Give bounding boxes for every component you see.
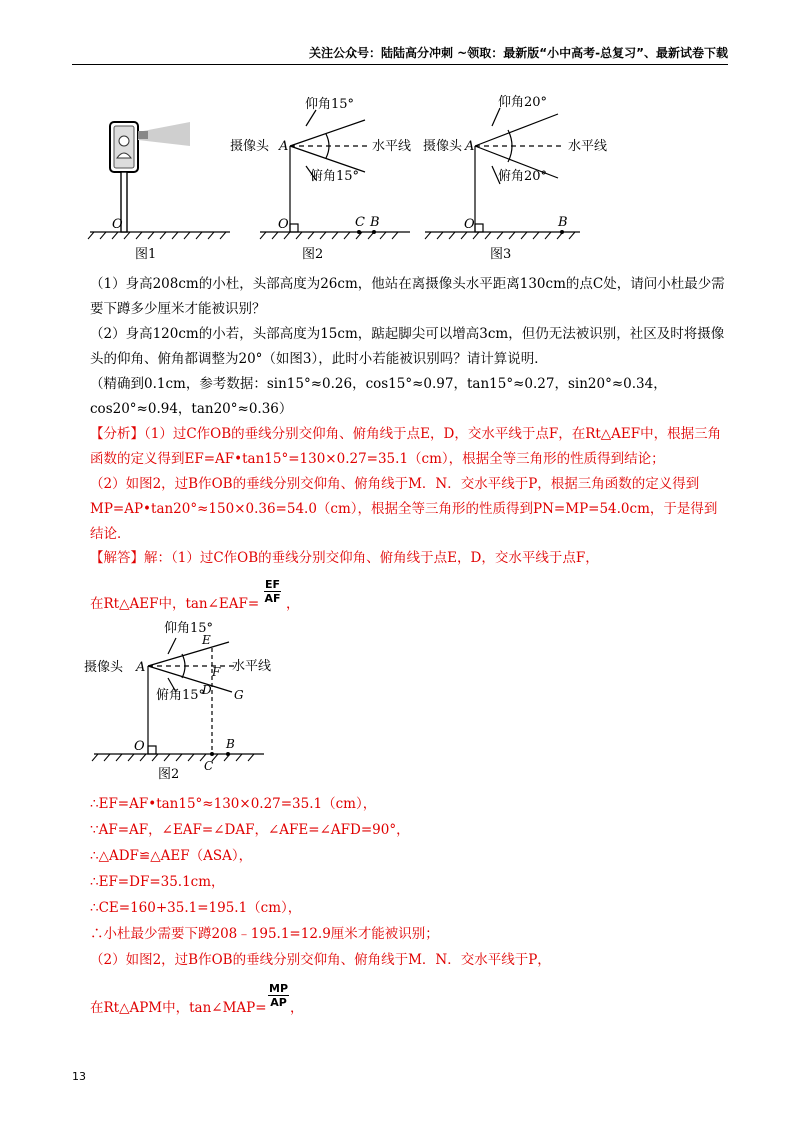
fraction-mp-ap (268, 982, 289, 1009)
camera-device-icon (110, 122, 190, 232)
svg-text:F: F (212, 665, 221, 679)
solution-line-7: ∴CE=160+35.1=195.1（cm）， (90, 900, 302, 916)
page-number: 13 (72, 1070, 86, 1083)
svg-text:B: B (558, 215, 568, 230)
svg-text:摄像头: 摄像头 (423, 139, 463, 154)
svg-text:水平线: 水平线 (568, 139, 608, 154)
svg-text:O: O (112, 217, 123, 232)
svg-text:水平线: 水平线 (372, 139, 412, 154)
reference-data: （精确到0.1cm，参考数据：sin15°≈0.26，cos15°≈0.97，tan15°≈0.27，sin20°≈0.34，cos20°≈0.94，tan20°≈0.36） (90, 376, 667, 417)
solution-line-4: ∵AF=AF，∠EAF=∠DAF，∠AFE=∠AFD=90°， (90, 822, 410, 838)
solution-line-6: ∴EF=DF=35.1cm， (90, 874, 225, 890)
svg-text:E: E (202, 633, 211, 647)
svg-text:G: G (234, 688, 244, 702)
svg-text:摄像头: 摄像头 (230, 139, 270, 154)
svg-text:摄像头: 摄像头 (84, 660, 124, 675)
svg-text:A: A (465, 139, 475, 154)
solution-line-10: 在Rt△APM中，tan∠MAP= (90, 1000, 267, 1016)
header-rule (72, 64, 728, 65)
analysis-part-1: 【分析】（1）过C作OB的垂线分别交仰角、俯角线于点E，D，交水平线于点F，在Rt△AEF中，根据三角函数的定义得到EF=AF•tan15°=130×0.27=35.1（cm），根据全等三角形的性质得到结论； (90, 426, 722, 467)
fraction-numerator: MP (269, 982, 289, 995)
svg-text:俯角20°: 俯角20° (498, 169, 548, 184)
fraction-numerator: EF (265, 578, 281, 591)
solution-line-9: （2）如图2，过B作OB的垂线分别交仰角、俯角线于M．N．交水平线于P， (90, 952, 551, 968)
solution-line-1: 【解答】解：（1）过C作OB的垂线分别交仰角、俯角线于点E，D，交水平线于点F， (90, 550, 599, 566)
svg-text:B: B (226, 737, 235, 751)
svg-text:O: O (278, 217, 289, 232)
svg-text:图2: 图2 (302, 247, 324, 262)
svg-text:C: C (355, 215, 365, 230)
fraction-denominator: AP (270, 996, 287, 1009)
comma: ， (286, 596, 300, 612)
question-1: （1）身高208cm的小杜，头部高度为26cm，他站在离摄像头水平距离130cm的点C处，请问小杜最少需要下蹲多少厘米才能被识别？ (90, 276, 725, 317)
page-header: 关注公众号：陆陆高分冲刺 ~领取：最新版“小中高考-总复习”、最新试卷下载 (309, 46, 728, 60)
svg-text:仰角15°: 仰角15° (164, 621, 214, 636)
svg-text:俯角15°: 俯角15° (310, 169, 360, 184)
solution-line-8: ∴小杜最少需要下蹲208﹣195.1=12.9厘米才能被识别； (90, 926, 439, 942)
solution-line-3: ∴EF=AF•tan15°≈130×0.27=35.1（cm）， (90, 796, 377, 812)
svg-text:图1: 图1 (135, 247, 157, 262)
solution-line-5: ∴△ADF≌△AEF（ASA）， (90, 848, 253, 864)
svg-text:水平线: 水平线 (232, 659, 272, 674)
solution-figure (84, 614, 284, 784)
question-2: （2）身高120cm的小若，头部高度为15cm，踮起脚尖可以增高3cm，但仍无法被识别，社区及时将摄像头的仰角、俯角都调整为20°（如图3），此时小若能被识别吗？请计算说明． (90, 326, 725, 367)
svg-text:A: A (279, 139, 289, 154)
analysis-part-2: （2）如图2，过B作OB的垂线分别交仰角、俯角线于M．N．交水平线于P，根据三角函数的定义得到MP=AP•tan20°≈150×0.36=54.0（cm），根据全等三角形的性质得到PN=MP=54.0cm，于是得到结论． (90, 476, 718, 542)
svg-text:C: C (204, 759, 214, 773)
svg-text:A: A (136, 660, 146, 675)
svg-text:图3: 图3 (490, 247, 512, 262)
figures-top (80, 86, 640, 266)
svg-text:O: O (134, 739, 145, 754)
svg-text:仰角15°: 仰角15° (305, 97, 355, 112)
fraction-denominator: AF (264, 592, 281, 605)
svg-text:B: B (370, 215, 380, 230)
comma: ， (290, 1000, 304, 1016)
solution-line-2: 在Rt△AEF中，tan∠EAF= (90, 596, 260, 612)
svg-text:图2: 图2 (158, 767, 180, 782)
fraction-ef-af (264, 578, 281, 605)
svg-text:仰角20°: 仰角20° (498, 95, 548, 110)
svg-text:O: O (464, 217, 475, 232)
svg-text:D: D (202, 683, 212, 697)
svg-text:俯角15°: 俯角15° (156, 688, 206, 703)
